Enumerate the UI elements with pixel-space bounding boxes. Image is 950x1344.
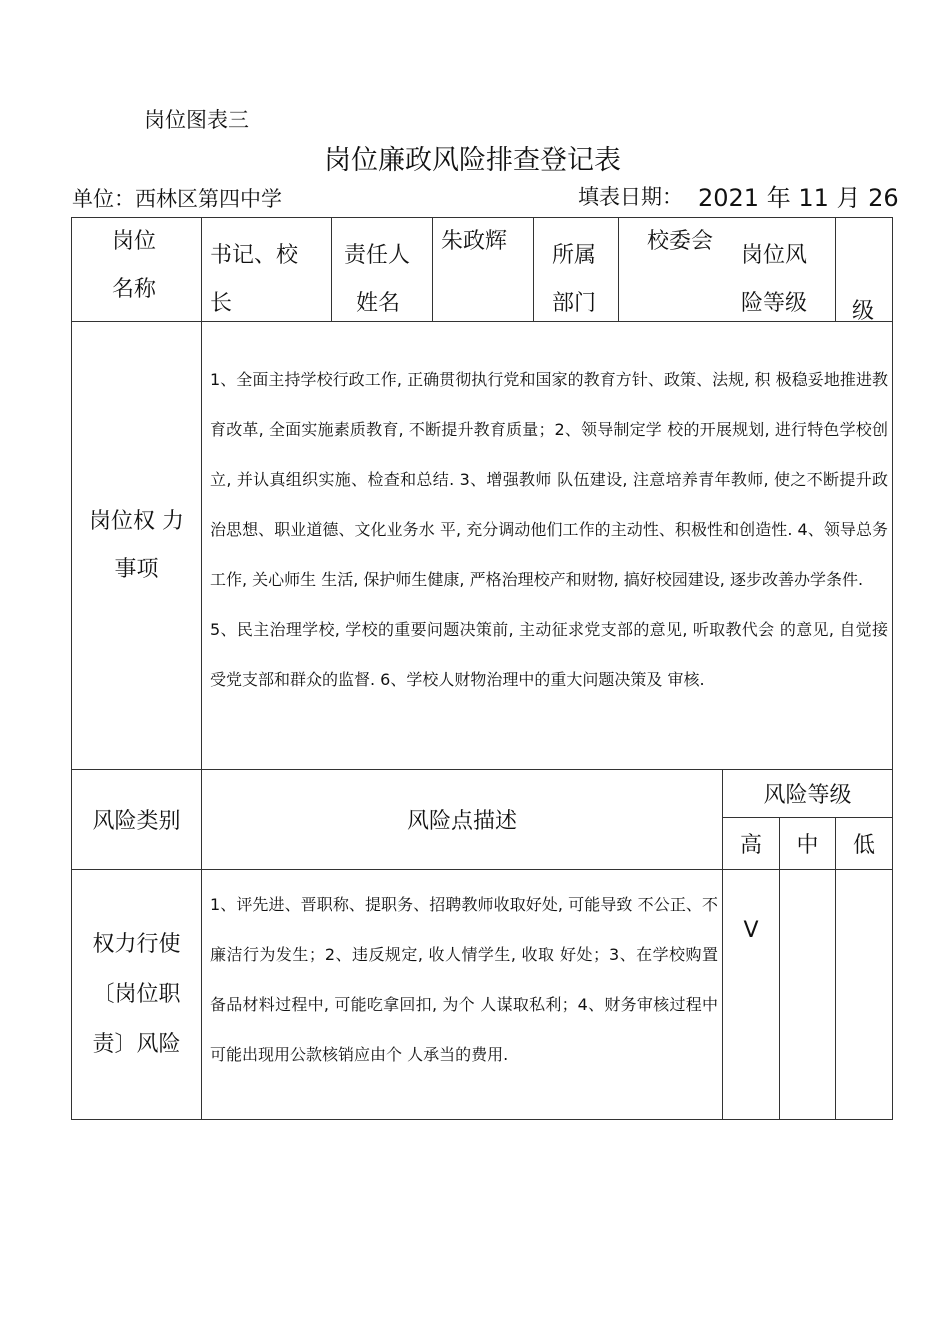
post-name-label-cell	[72, 218, 202, 322]
risk-level-label-line2: 险等级	[741, 291, 808, 316]
department-label-line1: 所属	[552, 243, 597, 268]
risk-level-value-cell	[836, 218, 893, 322]
post-powers-paragraph-1: 1、全面主持学校行政工作, 正确贯彻执行党和国家的教育方针、政策、法规, 积 极稳妥地推进教育改革, 全面实施素质教育, 不断提升教育质量；2、领导制定学 校的开展规划, 进行特色学校创立, 并认真组织实施、检查和总结. 3、增强教师 队伍建设, 注意培养青年教师, 使之不断提升政治思想、职业道德、文化业务水 平, 充分调动他们工作的主动性、积极性和创造性. 4、领导总务工作, 关心师生 生活, 保护师生健康, 严格治理校产和财物, 搞好校园建设, 逐步改善办学条件.	[210, 370, 889, 589]
responsible-label-cell	[332, 218, 433, 322]
page-title: 岗位廉政风险排查登记表	[324, 145, 621, 176]
post-powers-label-cell	[72, 322, 202, 770]
post-name-value-line1: 书记、校	[210, 243, 299, 268]
risk-level-label-line1: 岗位风	[741, 243, 808, 268]
risk-item-description: 1、评先进、晋职称、提职务、招聘教师收取好处, 可能导致 不公正、不廉洁行为发生；2、违反规定, 收人情学生, 收取 好处；3、在学校购置备品材料过程中, 可能吃拿回扣, 为个 人谋取私利；4、财务审核过程中可能出现用公款核销应由个 人承当的费用.	[210, 895, 718, 1064]
risk-level-high-header: 高	[723, 818, 780, 870]
risk-item-high-cell	[723, 870, 780, 1120]
risk-item-mid-cell	[780, 870, 836, 1120]
risk-item-category-line3: 责〕风险	[92, 1031, 181, 1057]
department-and-risk-level-cell	[619, 218, 836, 322]
post-powers-label-line1: 岗位权 力	[89, 508, 184, 534]
fill-date-value: 2021 年 11 月 26	[698, 184, 899, 212]
risk-item-description-cell	[202, 870, 723, 1120]
risk-item-row	[72, 870, 893, 1120]
post-info-row	[72, 218, 893, 322]
responsible-name: 朱政辉	[441, 229, 508, 254]
document-caption: 岗位图表三	[144, 108, 249, 132]
post-name-label-line2: 名称	[112, 277, 157, 302]
risk-header-row	[72, 770, 893, 818]
department-label-cell	[534, 218, 619, 322]
risk-item-category-line1: 权力行使	[92, 931, 181, 957]
department-label-line2: 部门	[552, 291, 597, 316]
risk-item-category-cell	[72, 870, 202, 1120]
responsible-value-cell	[433, 218, 534, 322]
risk-level-header: 风险等级	[723, 770, 893, 818]
risk-level-value: 级	[852, 299, 875, 324]
post-powers-row	[72, 322, 893, 770]
risk-item-low-cell	[836, 870, 893, 1120]
post-name-value-cell	[202, 218, 332, 322]
unit-label: 单位：西林区第四中学	[72, 187, 282, 211]
fill-date-label: 填表日期：	[578, 185, 683, 209]
risk-high-check-mark: V	[743, 918, 759, 943]
post-name-value-line2: 长	[210, 291, 233, 316]
post-powers-paragraph-2: 5、民主治理学校, 学校的重要问题决策前, 主动征求党支部的意见, 听取教代会 的意见, 自觉接受党支部和群众的监督. 6、学校人财物治理中的重大问题决策及 审核.	[210, 620, 889, 689]
responsible-label-line2: 姓名	[356, 291, 401, 316]
department-value: 校委会	[647, 229, 714, 254]
responsible-label-line1: 责任人	[344, 243, 411, 268]
post-name-label-line1: 岗位	[112, 229, 157, 254]
risk-description-header: 风险点描述	[202, 770, 723, 870]
risk-level-mid-header: 中	[780, 818, 836, 870]
risk-item-category-line2: 〔岗位职	[92, 981, 181, 1007]
risk-category-header: 风险类别	[72, 770, 202, 870]
risk-level-low-header: 低	[836, 818, 893, 870]
post-powers-label-line2: 事项	[114, 556, 159, 582]
post-powers-content-cell	[202, 322, 893, 770]
risk-register-table	[71, 217, 893, 1120]
